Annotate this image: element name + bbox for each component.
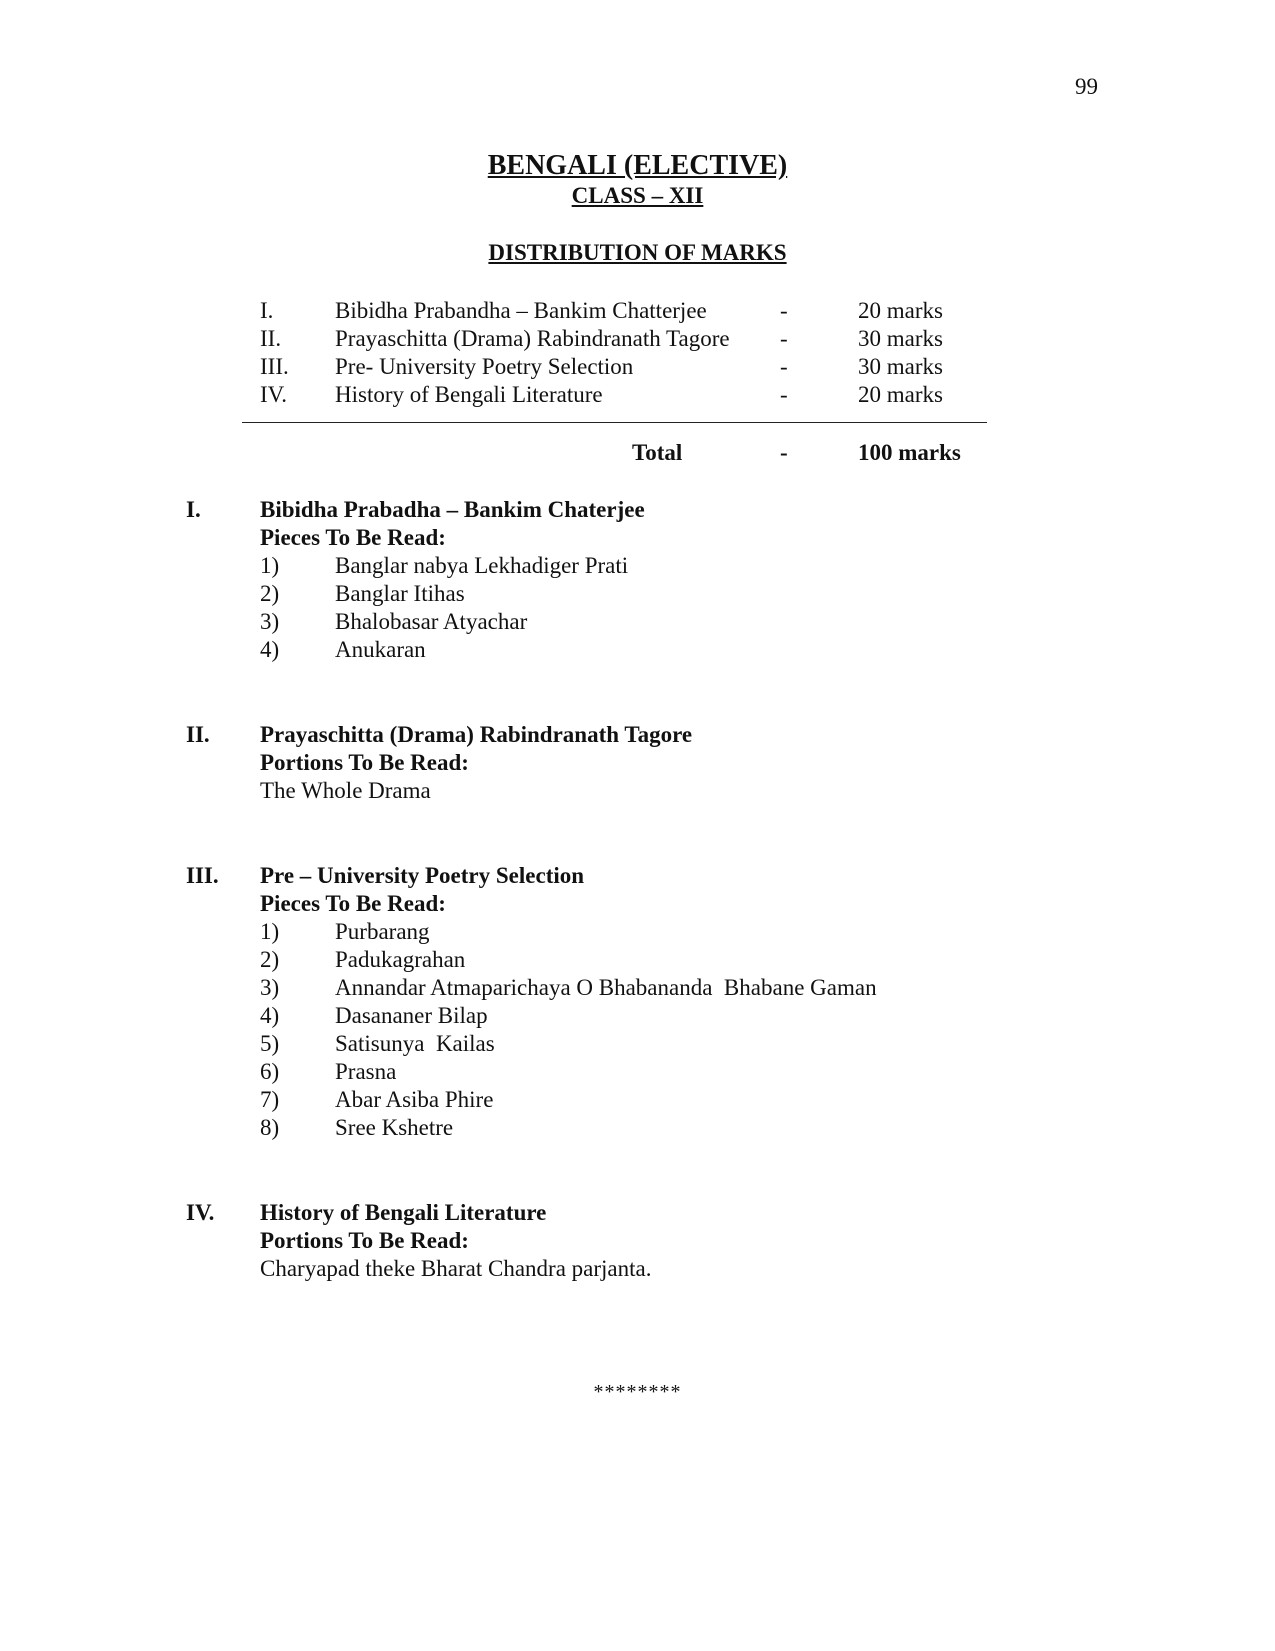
section-number: I. [186,497,201,522]
list-item: Prasna [335,1059,397,1084]
row-name: Bibidha Prabandha – Bankim Chatterjee [335,298,707,323]
total-divider [242,422,987,423]
row-number: II. [260,326,282,351]
row-dash: - [780,382,788,407]
row-name: Pre- University Poetry Selection [335,354,634,379]
list-item: Anukaran [335,637,426,662]
section-subheading: Pieces To Be Read: [260,891,446,916]
row-dash: - [780,354,788,379]
row-marks: 30 marks [858,326,943,351]
row-marks: 20 marks [858,382,943,407]
list-item: Abar Asiba Phire [335,1087,494,1112]
row-number: IV. [260,382,288,407]
list-item: Satisunya Kailas [335,1031,495,1056]
row-dash: - [780,326,788,351]
end-stars: ******** [593,1381,682,1403]
list-item-number: 3) [260,609,280,634]
row-number: III. [260,354,289,379]
list-item-number: 4) [260,637,280,662]
total-dash: - [780,440,788,465]
list-item: Bhalobasar Atyachar [335,609,528,634]
row-marks: 30 marks [858,354,943,379]
distribution-heading: DISTRIBUTION OF MARKS [488,240,787,265]
row-marks: 20 marks [858,298,943,323]
section-subheading: Portions To Be Read: [260,750,469,775]
document-title: BENGALI (ELECTIVE) [487,150,788,181]
document-subtitle: CLASS – XII [571,183,704,208]
section-title: Pre – University Poetry Selection [260,863,585,888]
section-title: Bibidha Prabadha – Bankim Chaterjee [260,497,645,522]
list-item: Dasananer Bilap [335,1003,488,1028]
page-number: 99 [1075,74,1098,99]
list-item-number: 2) [260,581,280,606]
list-item-number: 2) [260,947,280,972]
row-dash: - [780,298,788,323]
section-title: History of Bengali Literature [260,1200,547,1225]
total-label: Total [632,440,683,465]
section-text: Charyapad theke Bharat Chandra parjanta. [260,1256,652,1281]
section-number: III. [186,863,219,888]
list-item: Sree Kshetre [335,1115,454,1140]
row-number: I. [260,298,274,323]
list-item-number: 1) [260,919,280,944]
section-title: Prayaschitta (Drama) Rabindranath Tagore [260,722,693,747]
list-item: Banglar nabya Lekhadiger Prati [335,553,629,578]
list-item: Purbarang [335,919,430,944]
section-subheading: Portions To Be Read: [260,1228,469,1253]
row-name: History of Bengali Literature [335,382,603,407]
section-subheading: Pieces To Be Read: [260,525,446,550]
list-item-number: 1) [260,553,280,578]
list-item: Banglar Itihas [335,581,465,606]
section-number: IV. [186,1200,215,1225]
list-item-number: 3) [260,975,280,1000]
list-item: Annandar Atmaparichaya O Bhabananda Bhabane Gaman [335,975,877,1000]
list-item-number: 6) [260,1059,280,1084]
list-item-number: 7) [260,1087,280,1112]
total-marks: 100 marks [858,440,961,465]
section-text: The Whole Drama [260,778,431,803]
list-item-number: 4) [260,1003,280,1028]
list-item-number: 5) [260,1031,280,1056]
list-item-number: 8) [260,1115,280,1140]
list-item: Padukagrahan [335,947,466,972]
row-name: Prayaschitta (Drama) Rabindranath Tagore [335,326,730,351]
section-number: II. [186,722,210,747]
